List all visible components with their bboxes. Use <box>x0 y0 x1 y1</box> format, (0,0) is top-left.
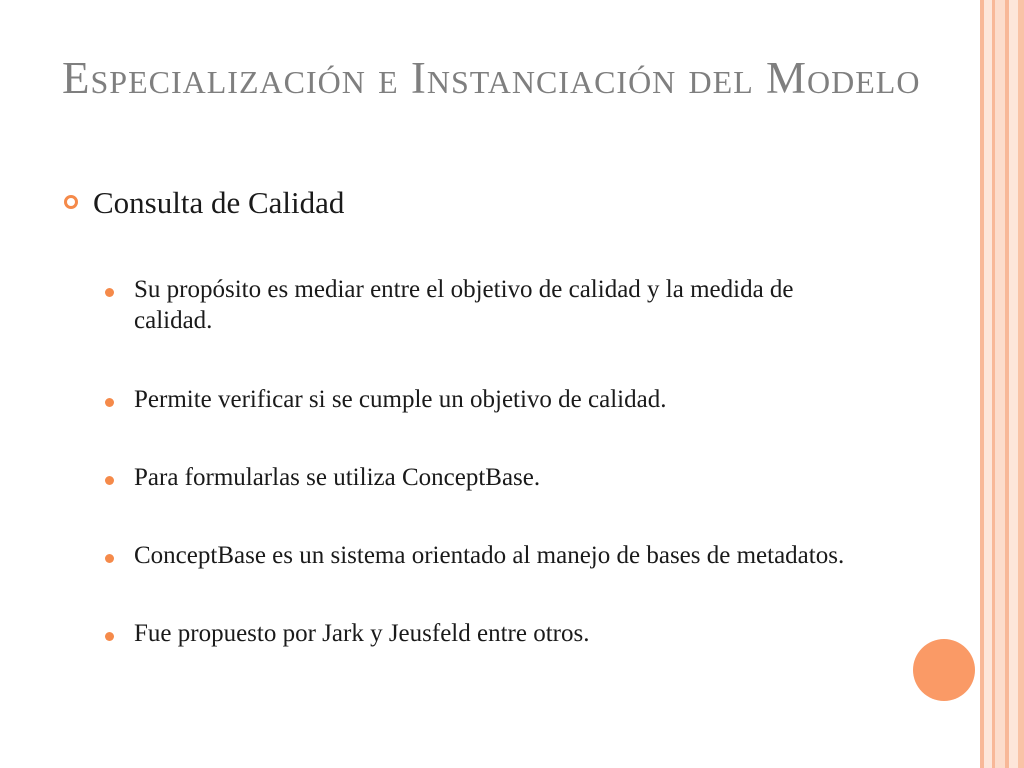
decorative-circle <box>913 639 975 701</box>
decorative-side-stripes <box>980 0 1024 768</box>
stripe <box>984 0 992 768</box>
stripe <box>995 0 1005 768</box>
stripe <box>1009 0 1018 768</box>
slide-title: Especialización e Instanciación del Modelo <box>62 53 921 103</box>
ring-bullet-icon <box>64 195 78 209</box>
list-item <box>103 462 873 493</box>
bullet-dot-icon <box>105 554 114 563</box>
list-item-text: Su propósito es mediar entre el objetivo de calidad y la medida de calidad. <box>134 276 794 334</box>
bullet-dot-icon <box>105 476 114 485</box>
list-item <box>103 618 873 649</box>
bullet-dot-icon <box>105 632 114 641</box>
section-heading: Consulta de Calidad <box>93 185 345 220</box>
list-item <box>103 384 873 415</box>
list-item-text: Fue propuesto por Jark y Jeusfeld entre otros. <box>134 620 590 647</box>
list-item <box>103 540 873 571</box>
bullet-dot-icon <box>105 288 114 297</box>
bullet-dot-icon <box>105 398 114 407</box>
list-item-text: Para formularlas se utiliza ConceptBase. <box>134 464 541 491</box>
bullet-list <box>103 274 873 649</box>
list-item-text: Permite verificar si se cumple un objetivo de calidad. <box>134 386 667 413</box>
stripe <box>1018 0 1024 768</box>
list-item <box>103 274 873 336</box>
list-item-text: ConceptBase es un sistema orientado al manejo de bases de metadatos. <box>134 542 845 569</box>
